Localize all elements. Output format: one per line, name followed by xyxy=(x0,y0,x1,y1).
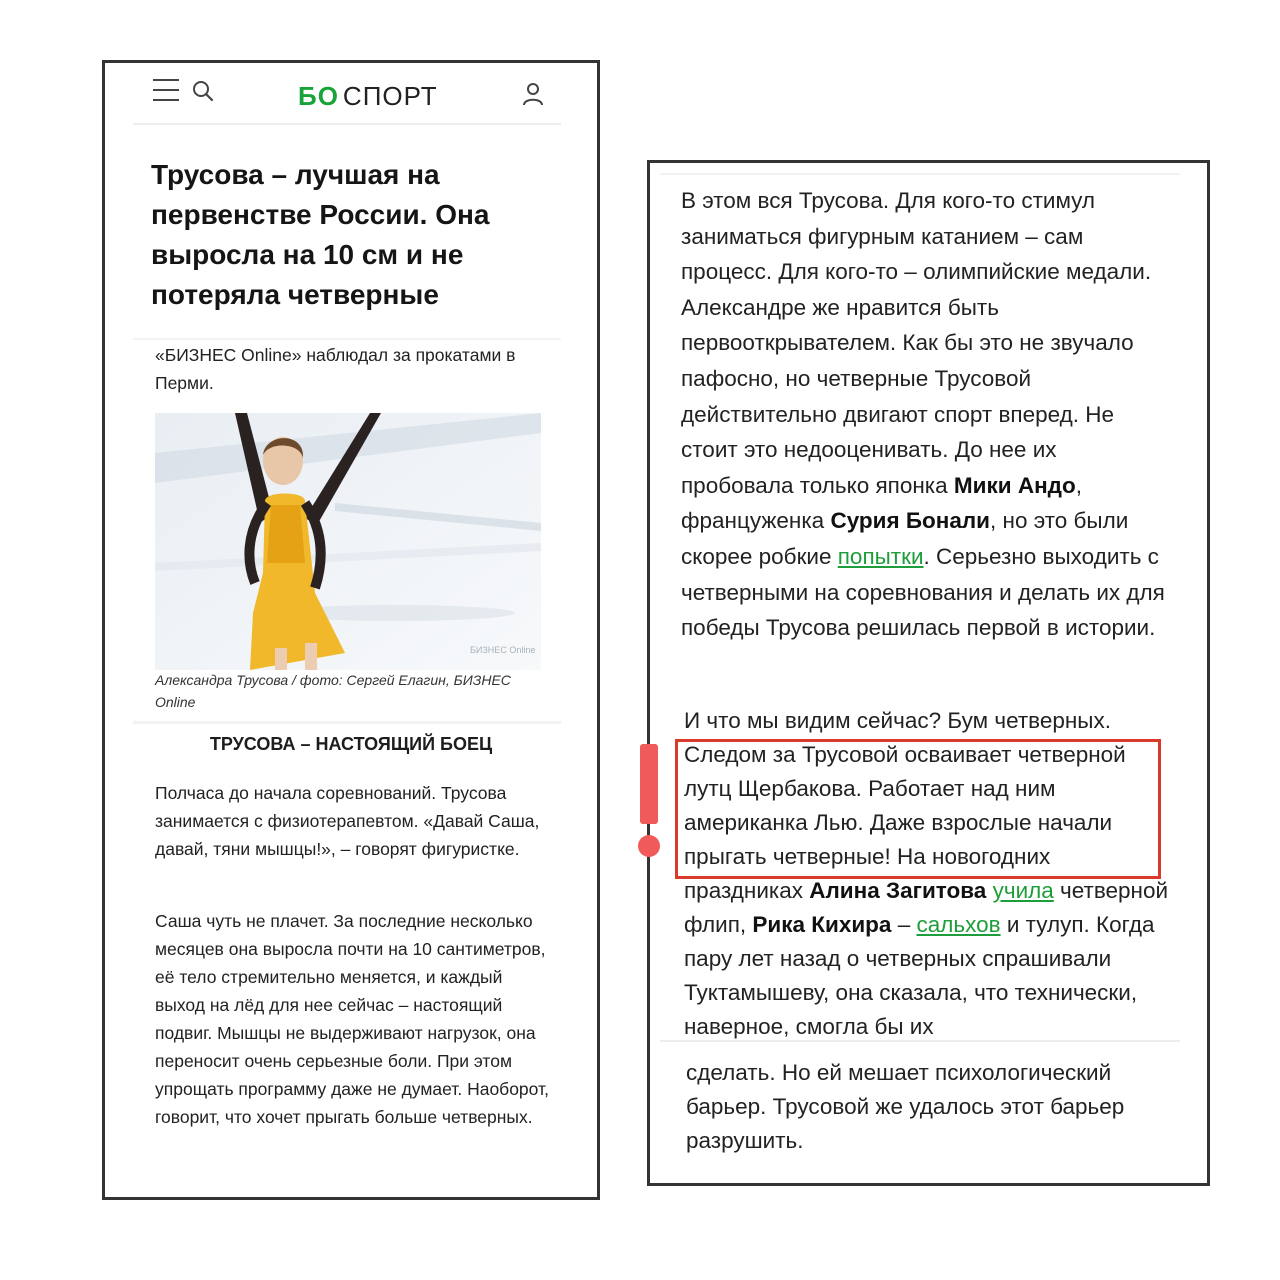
logo-sport: СПОРТ xyxy=(342,81,438,111)
paragraph: Саша чуть не плачет. За последние несколько месяцев она выросла почти на 10 сантиметров, её тело стремительно меняется, и каждый выход на лёд для нее сейчас – настоящий подвиг. Мышцы не выдерживают нагрузок, она переносит очень серьезные боли. При этом упрощать программу даже не думает. Наоборот, говорит, что хочет прыгать больше четверных. xyxy=(155,911,549,1127)
divider xyxy=(133,721,561,724)
divider xyxy=(660,1040,1180,1042)
text: и тулуп. Когда пару лет назад о четверных спрашивали Туктамышеву, она сказала, что технически, наверное, смогла бы их xyxy=(684,912,1155,1039)
user-icon[interactable] xyxy=(521,81,545,107)
paragraph xyxy=(681,183,1171,646)
photo-caption: Александра Трусова / фото: Сергей Елагин, БИЗНЕС Online xyxy=(155,672,511,710)
name-rika-kihira: Рика Кихира xyxy=(752,912,892,937)
text: , но это были скорее робкие xyxy=(681,508,1129,569)
link-salkhov[interactable]: сальхов xyxy=(916,912,1001,937)
article-headline: Трусова – лучшая на первенстве России. Она выросла на 10 см и не потеряла четверные xyxy=(151,159,490,310)
site-logo[interactable] xyxy=(298,81,438,112)
photo-watermark: БИЗНЕС Online xyxy=(470,645,536,655)
divider xyxy=(133,338,561,340)
text: В этом вся Трусова. Для кого-то стимул заниматься фигурным катанием – сам процесс. Для кого-то – олимпийские медали. Александре же нравится быть первооткрывателем. Как бы это не звучало пафосно, но четверные Трусовой действительно двигают спорт вперед. Не стоит это недооценивать. До нее их пробовала только японка xyxy=(681,188,1152,498)
skater-photo xyxy=(155,413,541,670)
link-popytki[interactable]: попытки xyxy=(837,543,924,569)
link-uchila[interactable]: учила xyxy=(992,878,1054,903)
logo-bo: БО xyxy=(298,81,339,111)
menu-icon[interactable] xyxy=(153,79,179,101)
text: , француженка xyxy=(681,472,1082,534)
paragraph: Полчаса до начала соревнований. Трусова занимается с физиотерапевтом. «Давай Саша, давай, тяни мышцы!», – говорят фигуристке. xyxy=(155,783,540,859)
article-screenshot-right xyxy=(647,160,1210,1186)
exclamation-icon xyxy=(636,744,662,860)
text: . Серьезно выходить с четверными на соревнования и делать их для победы Трусова решилась первой в истории. xyxy=(681,543,1165,641)
name-surya-bonaly: Сурия Бонали xyxy=(830,508,991,534)
text: – xyxy=(891,912,917,937)
text: четверной флип, xyxy=(684,878,1169,937)
name-alina-zagitova: Алина Загитова xyxy=(809,878,987,903)
red-highlight-box xyxy=(675,739,1161,879)
section-title: ТРУСОВА – НАСТОЯЩИЙ БОЕЦ xyxy=(209,734,493,754)
divider xyxy=(660,173,1180,175)
name-miki-ando: Мики Андо xyxy=(953,472,1076,498)
paragraph: сделать. Но ей мешает психологический барьер. Трусовой же удалось этот барьер разрушить. xyxy=(686,1060,1125,1153)
article-photo xyxy=(155,413,541,670)
article-lead: «БИЗНЕС Online» наблюдал за прокатами в Перми. xyxy=(155,345,516,393)
site-header xyxy=(133,71,561,125)
article-screenshot-left xyxy=(102,60,600,1200)
search-icon[interactable] xyxy=(191,79,215,103)
text: И что мы видим сейчас? Бум четверных. Следом за Трусовой осваивает четверной лутц Щербакова. Работает над ним американка Лью. Даже взрослые начали прыгать четверные! На новогодних праздниках xyxy=(684,708,1126,903)
